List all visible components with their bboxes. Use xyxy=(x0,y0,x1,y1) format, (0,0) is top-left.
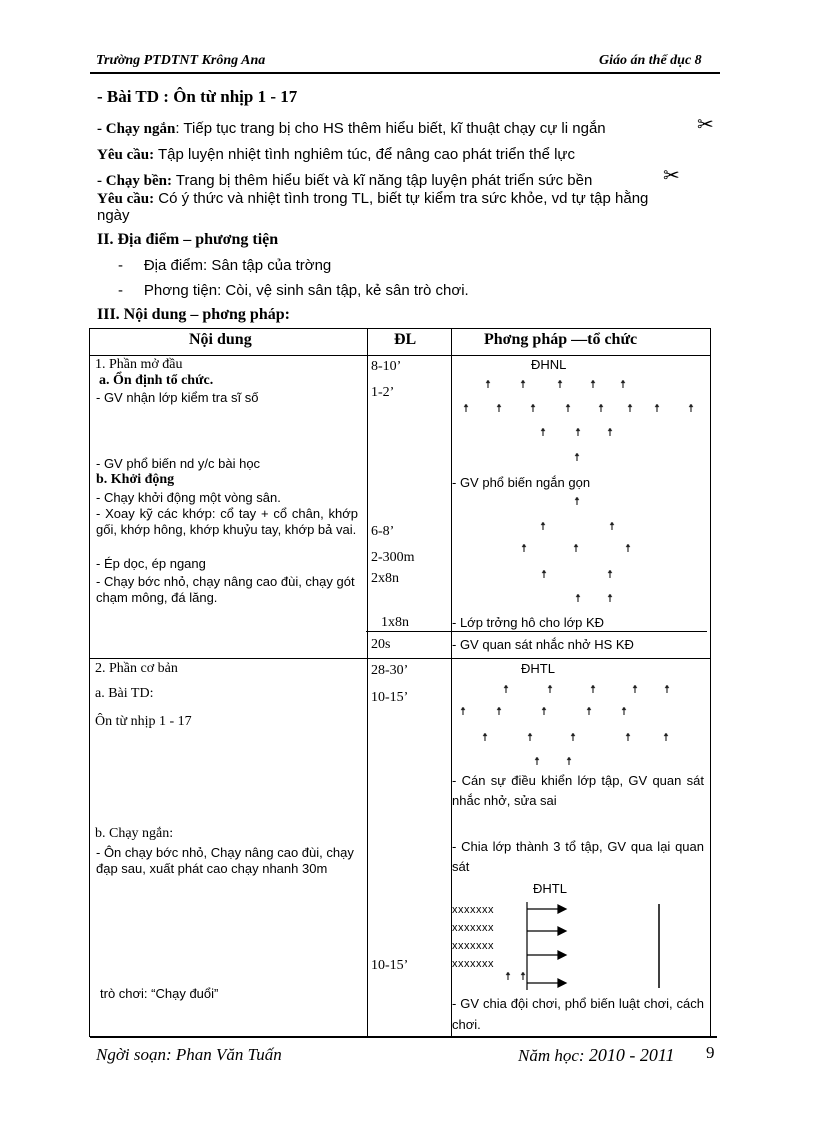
method-r2-m1: - Cán sự điều khiển lớp tập, GV quan sát nhắc nhở, sửa sai xyxy=(452,773,704,808)
person-figure-icon: ☨ xyxy=(627,403,633,415)
part-1-a: a. Ổn định tổ chức. xyxy=(99,373,214,388)
part-1-a2: - GV phổ biến nd y/c bài học xyxy=(96,456,261,471)
person-figure-icon: ☨ xyxy=(534,756,540,768)
footer-author: Ngời soạn: Phan Văn Tuấn xyxy=(96,1045,282,1064)
person-figure-icon: ☨ xyxy=(520,971,526,983)
person-figure-icon: ☨ xyxy=(505,971,511,983)
person-figure-icon: ☨ xyxy=(625,543,631,555)
method-r1-m2: - GV quan sát nhắc nhở HS KĐ xyxy=(452,637,634,652)
person-figure-icon: ☨ xyxy=(541,569,547,581)
person-figure-icon: ☨ xyxy=(586,706,592,718)
header-subject: Giáo án thể dục 8 xyxy=(599,53,702,68)
part-1-b4: - Chạy bớc nhỏ, chạy nâng cao đùi, chạy gót chạm mông, đá lăng. xyxy=(96,574,355,605)
person-figure-icon: ☨ xyxy=(575,427,581,439)
section-2-heading: II. Địa điểm – phương tiện xyxy=(97,231,279,248)
method-r1-m1: - Lớp trởng hô cho lớp KĐ xyxy=(452,615,605,630)
person-figure-icon: ☨ xyxy=(607,569,613,581)
person-figure-icon: ☨ xyxy=(565,403,571,415)
dl-divider xyxy=(366,631,449,632)
pho-bien-text: - GV phổ biến ngắn gọn xyxy=(452,475,591,490)
part-2-title: 2. Phần cơ bản xyxy=(95,661,178,676)
person-figure-icon: ☨ xyxy=(609,521,615,533)
scissors-icon: ✂ xyxy=(697,114,714,136)
person-figure-icon: ☨ xyxy=(598,403,604,415)
chay-ben-text: Trang bị thêm hiểu biết và kĩ năng tập luyện phát triển sức bền xyxy=(172,172,593,189)
method-divider xyxy=(449,631,707,632)
person-figure-icon: ☨ xyxy=(663,732,669,744)
person-figure-icon: ☨ xyxy=(625,732,631,744)
person-figure-icon: ☨ xyxy=(530,403,536,415)
scissors-icon: ✂ xyxy=(663,165,680,187)
dl-r1-4: 2x8n xyxy=(371,571,399,586)
part-2-b: b. Chạy ngắn: xyxy=(95,826,174,841)
section-3-heading: III. Nội dung – phơng pháp: xyxy=(97,306,290,323)
part-1-b2: - Xoay kỹ các khớp: cổ tay + cổ chân, khớp gối, khớp hông, khớp khuỷu tay, khớp bả vai. xyxy=(96,506,358,537)
dl-r1-1: 1-2’ xyxy=(371,385,395,400)
part-1-b3: - Ép dọc, ép ngang xyxy=(96,556,206,571)
person-figure-icon: ☨ xyxy=(482,732,488,744)
dl-r1-2: 6-8’ xyxy=(371,524,395,539)
col-header-dl: ĐL xyxy=(394,331,417,348)
chay-ben-line xyxy=(97,172,592,190)
bai-td-line: - Bài TD : Ôn từ nhịp 1 - 17 xyxy=(97,87,298,106)
header-rule xyxy=(90,72,720,74)
chay-ngan-line xyxy=(97,120,606,138)
footer-year-value: 2010 - 2011 xyxy=(588,1045,675,1065)
yeu-cau-2-text: Có ý thức và nhiệt tình trong TL, biết tự kiểm tra sức khỏe, vd tự tập hằng xyxy=(154,190,649,207)
person-figure-icon: ☨ xyxy=(654,403,660,415)
person-figure-icon: ☨ xyxy=(664,684,670,696)
part-2-game: trò chơi: “Chạy đuổi” xyxy=(100,986,219,1001)
dhnl-label: ĐHNL xyxy=(531,357,567,372)
person-figure-icon: ☨ xyxy=(520,379,526,391)
part-2-a1: Ôn từ nhịp 1 - 17 xyxy=(95,714,192,729)
person-figure-icon: ☨ xyxy=(566,756,572,768)
person-figure-icon: ☨ xyxy=(573,543,579,555)
person-figure-icon: ☨ xyxy=(607,593,613,605)
x-row: xxxxxxx xyxy=(452,922,494,934)
yeu-cau-2-label: Yêu cầu: xyxy=(97,191,155,207)
section-2-item-1: - Địa điểm: Sân tập của trờng xyxy=(118,257,332,274)
person-figure-icon: ☨ xyxy=(557,379,563,391)
yeu-cau-1-text: Tập luyện nhiệt tình nghiêm túc, để nâng cao phát triển thể lực xyxy=(154,146,575,163)
part-2-b1: - Ôn chạy bớc nhỏ, Chạy nâng cao đùi, chạy đạp sau, xuất phát cao chạy nhanh 30m xyxy=(96,845,354,876)
section-2-item-2: - Phơng tiện: Còi, vệ sinh sân tập, kẻ sân trò chơi. xyxy=(118,282,469,299)
person-figure-icon: ☨ xyxy=(541,706,547,718)
dl-r1-3: 2-300m xyxy=(371,550,415,565)
person-figure-icon: ☨ xyxy=(621,706,627,718)
dl-r2-0: 28-30’ xyxy=(371,663,409,678)
yeu-cau-2-cont: ngày xyxy=(97,207,130,224)
method-r2-m3: - GV chia đội chơi, phổ biến luật chơi, cách chơi. xyxy=(452,996,704,1032)
part-1-b: b. Khởi động xyxy=(96,472,175,487)
yeu-cau-1 xyxy=(97,146,575,164)
col-header-content: Nội dung xyxy=(189,331,252,348)
person-figure-icon: ☨ xyxy=(460,706,466,718)
dhtl-label-2: ĐHTL xyxy=(533,881,567,896)
footer-rule xyxy=(90,1036,717,1038)
person-figure-icon: ☨ xyxy=(485,379,491,391)
race-diagram xyxy=(520,900,670,992)
person-figure-icon: ☨ xyxy=(496,403,502,415)
footer-year-label: Năm học: xyxy=(518,1046,589,1065)
footer-year xyxy=(518,1045,675,1066)
part-1-b1: - Chạy khởi động một vòng sân. xyxy=(96,490,281,505)
person-figure-icon: ☨ xyxy=(540,427,546,439)
chay-ngan-text: : Tiếp tục trang bị cho HS thêm hiểu biết, kĩ thuật chạy cự li ngắn xyxy=(175,120,606,137)
person-figure-icon: ☨ xyxy=(620,379,626,391)
person-figure-icon: ☨ xyxy=(521,543,527,555)
person-figure-icon: ☨ xyxy=(547,684,553,696)
dl-r2-1: 10-15’ xyxy=(371,690,409,705)
person-figure-icon: ☨ xyxy=(503,684,509,696)
person-figure-icon: ☨ xyxy=(496,706,502,718)
x-row: xxxxxxx xyxy=(452,958,494,970)
person-figure-icon: ☨ xyxy=(574,452,580,464)
person-figure-icon: ☨ xyxy=(590,379,596,391)
person-figure-icon: ☨ xyxy=(632,684,638,696)
dl-r1-6: 20s xyxy=(371,637,391,652)
person-figure-icon: ☨ xyxy=(570,732,576,744)
yeu-cau-2 xyxy=(97,190,648,208)
part-1-a1: - GV nhận lớp kiểm tra sĩ số xyxy=(96,390,259,405)
part-1-title: 1. Phần mở đầu xyxy=(95,357,183,372)
method-r2-m2: - Chia lớp thành 3 tổ tập, GV qua lại quan sát xyxy=(452,839,704,874)
col-header-method: Phơng pháp —tổ chức xyxy=(484,331,638,348)
person-figure-icon: ☨ xyxy=(575,593,581,605)
chay-ben-label: - Chạy bền: xyxy=(97,173,173,189)
dl-r2-2: 10-15’ xyxy=(371,958,409,973)
header-school: Trường PTDTNT Krông Ana xyxy=(96,53,266,68)
person-figure-icon: ☨ xyxy=(574,496,580,508)
person-figure-icon: ☨ xyxy=(607,427,613,439)
part-2-a: a. Bài TD: xyxy=(95,686,154,701)
x-row: xxxxxxx xyxy=(452,940,494,952)
person-figure-icon: ☨ xyxy=(590,684,596,696)
dhtl-label-1: ĐHTL xyxy=(521,661,555,676)
person-figure-icon: ☨ xyxy=(688,403,694,415)
dl-r1-5: 1x8n xyxy=(381,615,409,630)
x-row: xxxxxxx xyxy=(452,904,494,916)
person-figure-icon: ☨ xyxy=(463,403,469,415)
yeu-cau-1-label: Yêu cầu: xyxy=(97,147,155,163)
page-number: 9 xyxy=(706,1043,715,1062)
person-figure-icon: ☨ xyxy=(540,521,546,533)
dl-r1-0: 8-10’ xyxy=(371,359,402,374)
chay-ngan-label: - Chạy ngắn xyxy=(97,121,176,137)
person-figure-icon: ☨ xyxy=(527,732,533,744)
